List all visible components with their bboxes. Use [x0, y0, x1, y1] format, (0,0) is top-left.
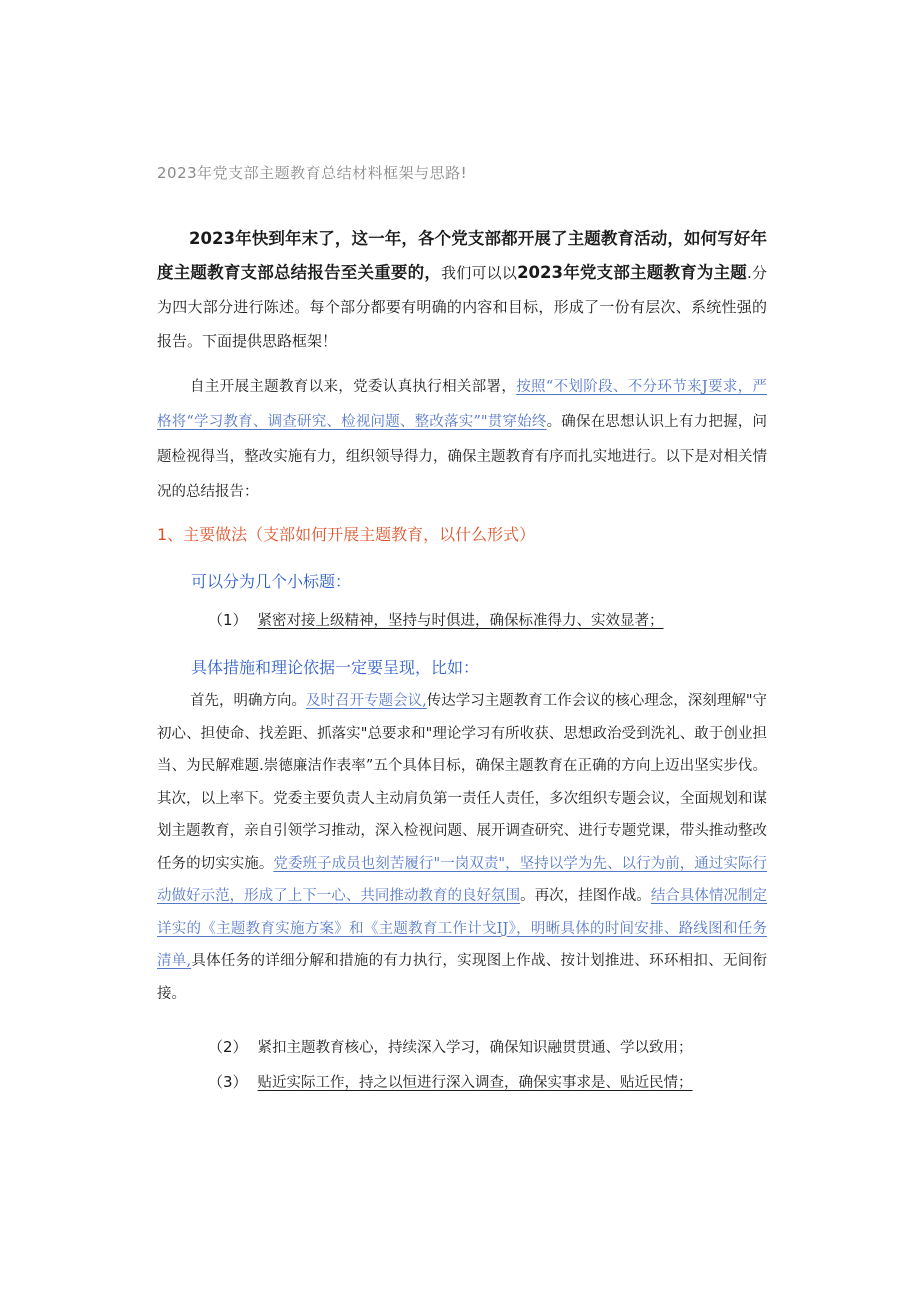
p3-link-1[interactable]: 及时召开专题会议, [306, 693, 427, 709]
document-title: 2023年党支部主题教育总结材料框架与思路! [157, 164, 468, 182]
paragraph-3 [157, 685, 767, 1010]
p2-text-after: 。确保在思想认识上有力把握，问题检视得当，整改实施有力，组织领导得力，确保主题教育有序而扎实地进行。以下是对相关情况的总结报告： [157, 414, 767, 500]
p3-text-3: 。再次，挂图作战。 [520, 888, 651, 904]
list-item-2-num: （2） [208, 1038, 248, 1056]
p3-text-4: 具体任务的详细分解和措施的有力执行，实现图上作战、按计划推进、环环相扣、无间衔接。 [157, 953, 767, 1002]
list-item-3 [208, 1071, 693, 1092]
p3-text-1: 首先，明确方向。 [190, 693, 307, 709]
list-item-1-text: 紧密对接上级精神，坚持与时俱进，确保标准得力、实效显著； [257, 613, 664, 629]
section-1-heading: 1、主要做法（支部如何开展主题教育，以什么形式） [157, 525, 536, 544]
intro-strong: 2023年党支部主题教育为主题 [517, 263, 747, 282]
list-item-1-num: （1） [208, 611, 248, 629]
list-item-3-text: 贴近实际工作，持之以恒进行深入调查，确保实事求是、贴近民情； [257, 1075, 693, 1091]
p3-link-3[interactable]: 结合具体情况制定详实的《主题教育实施方案》和《主题教育工作计戈IJ》，明晰具体的时间安排、路线图和任务清单, [157, 888, 767, 969]
paragraph-2 [157, 370, 767, 510]
intro-mid: 我们可以以 [441, 264, 518, 282]
list-item-2-text: 紧扣主题教育核心，持续深入学习，确保知识融贯贯通、学以致用； [257, 1040, 693, 1056]
intro-tail: .分为四大部分进行陈述。每个部分都要有明确的内容和目标，形成了一份有层次、系统性强的报告。下面提供思路框架！ [157, 264, 767, 350]
list-item-3-num: （3） [208, 1073, 248, 1091]
p2-link[interactable]: 按照“不划阶段、不分环节来J要求，严格将“学习教育、调查研究、检视问题、整改落实”"贯穿始终 [157, 379, 767, 430]
p3-text-2: 传达学习主题教育工作会议的核心理念，深刻理解"守初心、担使命、找差距、抓落实"总要求和"理论学习有所收获、思想政治受到洗礼、敢于创业担当、为民解难题.崇德廉洁作表率”五个具体目标，确保主题教育在正确的方向上迈出坚实步伐。其次，以上率下。党委主要负责人主动肩负第一责任人责任，多次组织专题会议，全面规划和谋划主题教育，亲自引领学习推动，深入检视问题、展开调查研究、进行专题党课，带头推动整改任务的切实实施。 [157, 693, 768, 872]
intro-lead: 年快到年末了，这一年，各个党支部都开展了主题教育活动，如何写好年度主题教育支部总结报告至关重要的， [157, 229, 767, 282]
intro-paragraph [157, 222, 767, 358]
p2-text-before: 自主开展主题教育以来，党委认真执行相关部署， [190, 379, 517, 395]
p3-link-2[interactable]: 党委班子成员也刻苦履行"一岗双责"，坚持以学为先、以行为前，通过实际行动做好示范，形成了上下一心、共同推动教育的良好氛围 [157, 855, 768, 904]
subheading-a: 可以分为几个小标题： [191, 572, 352, 591]
list-item-2 [208, 1036, 693, 1057]
intro-year: 2023 [189, 229, 235, 248]
list-item-1 [208, 609, 664, 630]
subheading-b: 具体措施和理论依据一定要呈现，比如： [191, 658, 480, 677]
